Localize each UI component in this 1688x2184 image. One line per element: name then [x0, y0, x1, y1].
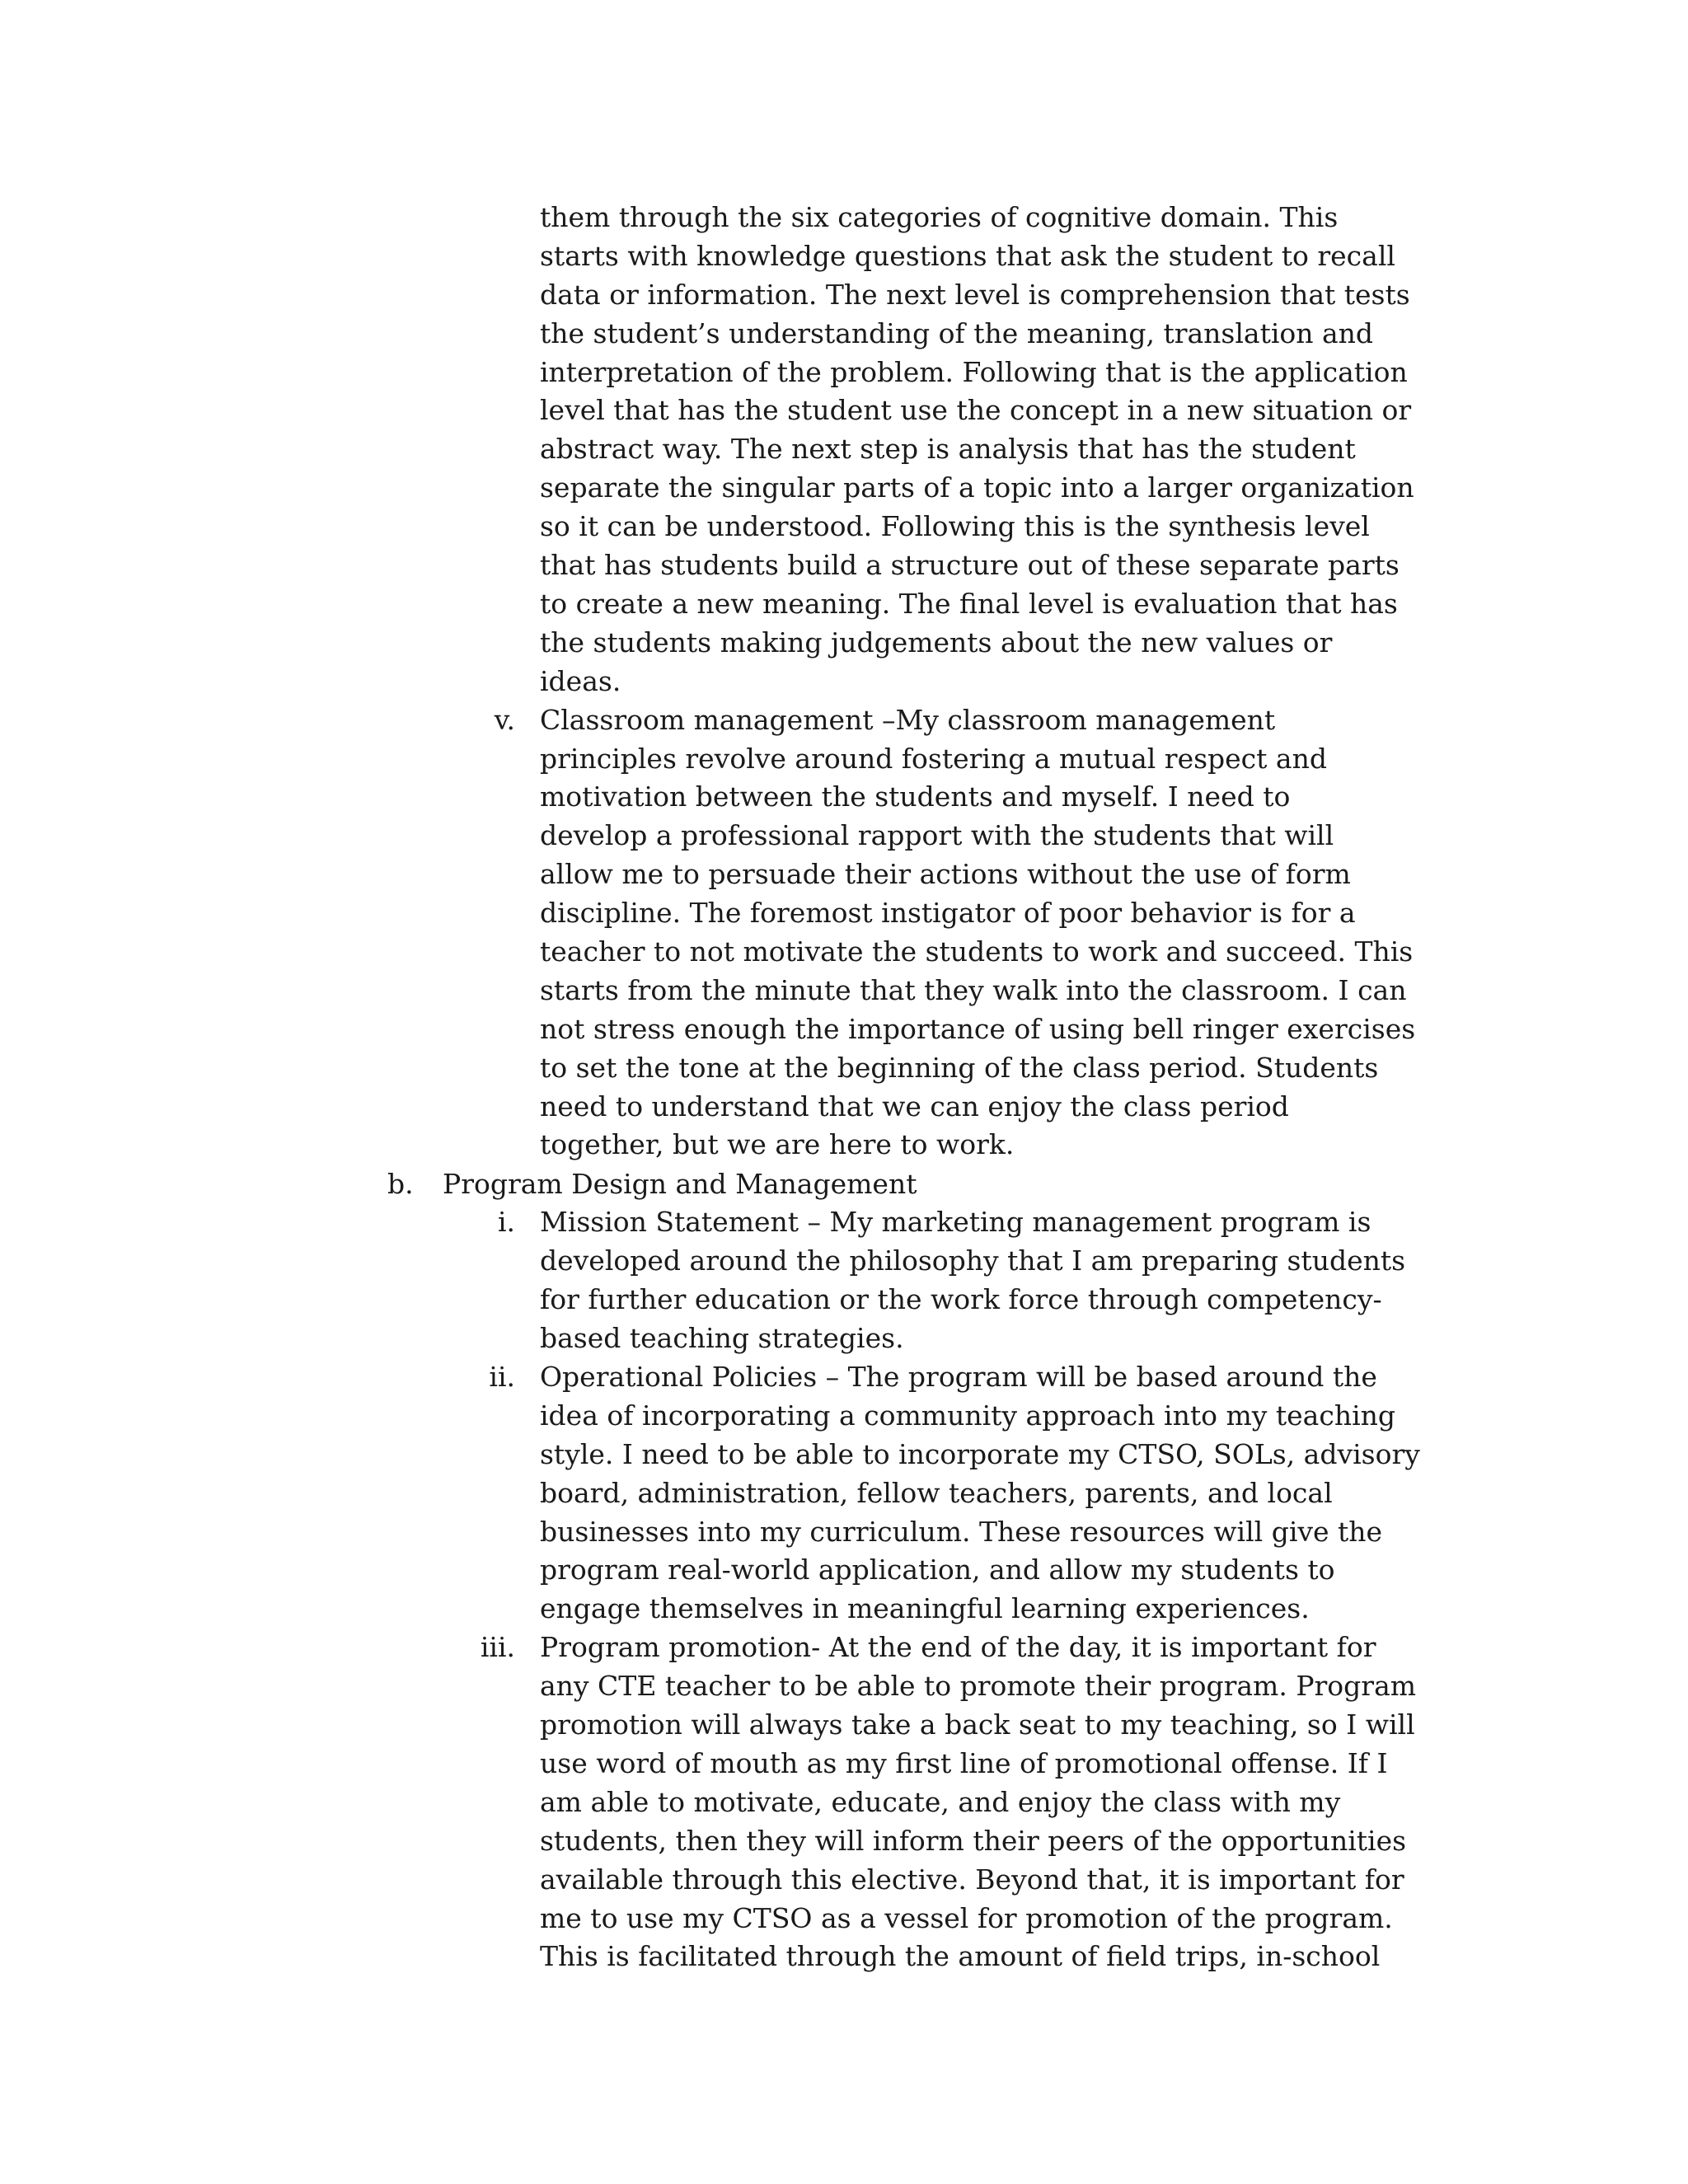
text-line: develop a professional rapport with the students that will: [540, 819, 1334, 852]
text-line: data or information. The next level is comprehension that tests: [540, 278, 1410, 311]
text-line: for further education or the work force through competency-: [540, 1283, 1382, 1316]
text-line: Mission Statement – My marketing management program is: [540, 1206, 1372, 1239]
list-marker-iii: iii.: [480, 1631, 515, 1664]
text-line: idea of incorporating a community approach into my teaching: [540, 1399, 1396, 1432]
text-line: Operational Policies – The program will be based around the: [540, 1361, 1377, 1393]
text-line: Classroom management –My classroom management: [540, 703, 1276, 736]
list-item-operational-policies: [540, 1358, 1430, 1629]
text-line: available through this elective. Beyond that, it is important for: [540, 1863, 1404, 1896]
text-line: so it can be understood. Following this is the synthesis level: [540, 510, 1370, 543]
text-line: style. I need to be able to incorporate my CTSO, SOLs, advisory: [540, 1437, 1420, 1470]
list-marker-ii: ii.: [489, 1361, 515, 1393]
text-line: developed around the philosophy that I am preparing students: [540, 1244, 1406, 1277]
paragraph-continuation: [540, 199, 1430, 701]
text-line: principles revolve around fostering a mutual respect and: [540, 742, 1327, 775]
text-line: to set the tone at the beginning of the class period. Students: [540, 1051, 1379, 1084]
text-line: separate the singular parts of a topic into a larger organization: [540, 471, 1414, 504]
text-line: students, then they will inform their peers of the opportunities: [540, 1824, 1407, 1857]
list-item-mission-statement: [540, 1203, 1430, 1358]
text-line: any CTE teacher to be able to promote their program. Program: [540, 1670, 1417, 1703]
text-line: them through the six categories of cognitive domain. This: [540, 201, 1339, 233]
list-marker-b: b.: [387, 1167, 414, 1200]
text-line: allow me to persuade their actions without the use of form: [540, 858, 1351, 891]
text-line: interpretation of the problem. Following that is the application: [540, 355, 1408, 388]
text-line: that has students build a structure out of these separate parts: [540, 549, 1400, 582]
text-line: to create a new meaning. The final level is evaluation that has: [540, 587, 1398, 620]
text-line: not stress enough the importance of using bell ringer exercises: [540, 1012, 1416, 1045]
text-line: engage themselves in meaningful learning experiences.: [540, 1592, 1310, 1625]
list-marker-i: i.: [497, 1206, 515, 1239]
text-line: the student’s understanding of the meaning, translation and: [540, 316, 1374, 349]
text-line: together, but we are here to work.: [540, 1128, 1015, 1161]
text-line: use word of mouth as my first line of promotional offense. If I: [540, 1746, 1388, 1779]
text-line: teacher to not motivate the students to work and succeed. This: [540, 935, 1414, 968]
text-line: starts with knowledge questions that ask the student to recall: [540, 239, 1395, 272]
list-item-classroom-management: [540, 701, 1430, 1165]
section-heading: [443, 1165, 917, 1204]
text-line: me to use my CTSO as a vessel for promotion of the program.: [540, 1901, 1393, 1934]
list-marker-v: v.: [494, 703, 515, 736]
text-line: discipline. The foremost instigator of poor behavior is for a: [540, 897, 1356, 930]
text-line: starts from the minute that they walk into the classroom. I can: [540, 973, 1407, 1006]
text-line: program real-world application, and allow my students to: [540, 1554, 1335, 1586]
text-line: level that has the student use the concept in a new situation or: [540, 394, 1412, 427]
text-line: This is facilitated through the amount of field trips, in-school: [540, 1940, 1381, 1973]
text-line: motivation between the students and myself. I need to: [540, 780, 1291, 813]
text-line: abstract way. The next step is analysis that has the student: [540, 433, 1356, 466]
text-line: the students making judgements about the new values or: [540, 626, 1333, 658]
list-item-program-promotion: [540, 1629, 1430, 1976]
text-line: based teaching strategies.: [540, 1322, 904, 1355]
text-line: am able to motivate, educate, and enjoy the class with my: [540, 1785, 1341, 1818]
text-line: businesses into my curriculum. These resources will give the: [540, 1515, 1383, 1548]
text-line: ideas.: [540, 664, 621, 697]
text-line: need to understand that we can enjoy the class period: [540, 1090, 1289, 1122]
text-line: board, administration, fellow teachers, parents, and local: [540, 1476, 1333, 1509]
text-line: Program promotion- At the end of the day, it is important for: [540, 1631, 1376, 1664]
text-line: promotion will always take a back seat to my teaching, so I will: [540, 1708, 1415, 1741]
section-title: Program Design and Management: [443, 1167, 917, 1200]
